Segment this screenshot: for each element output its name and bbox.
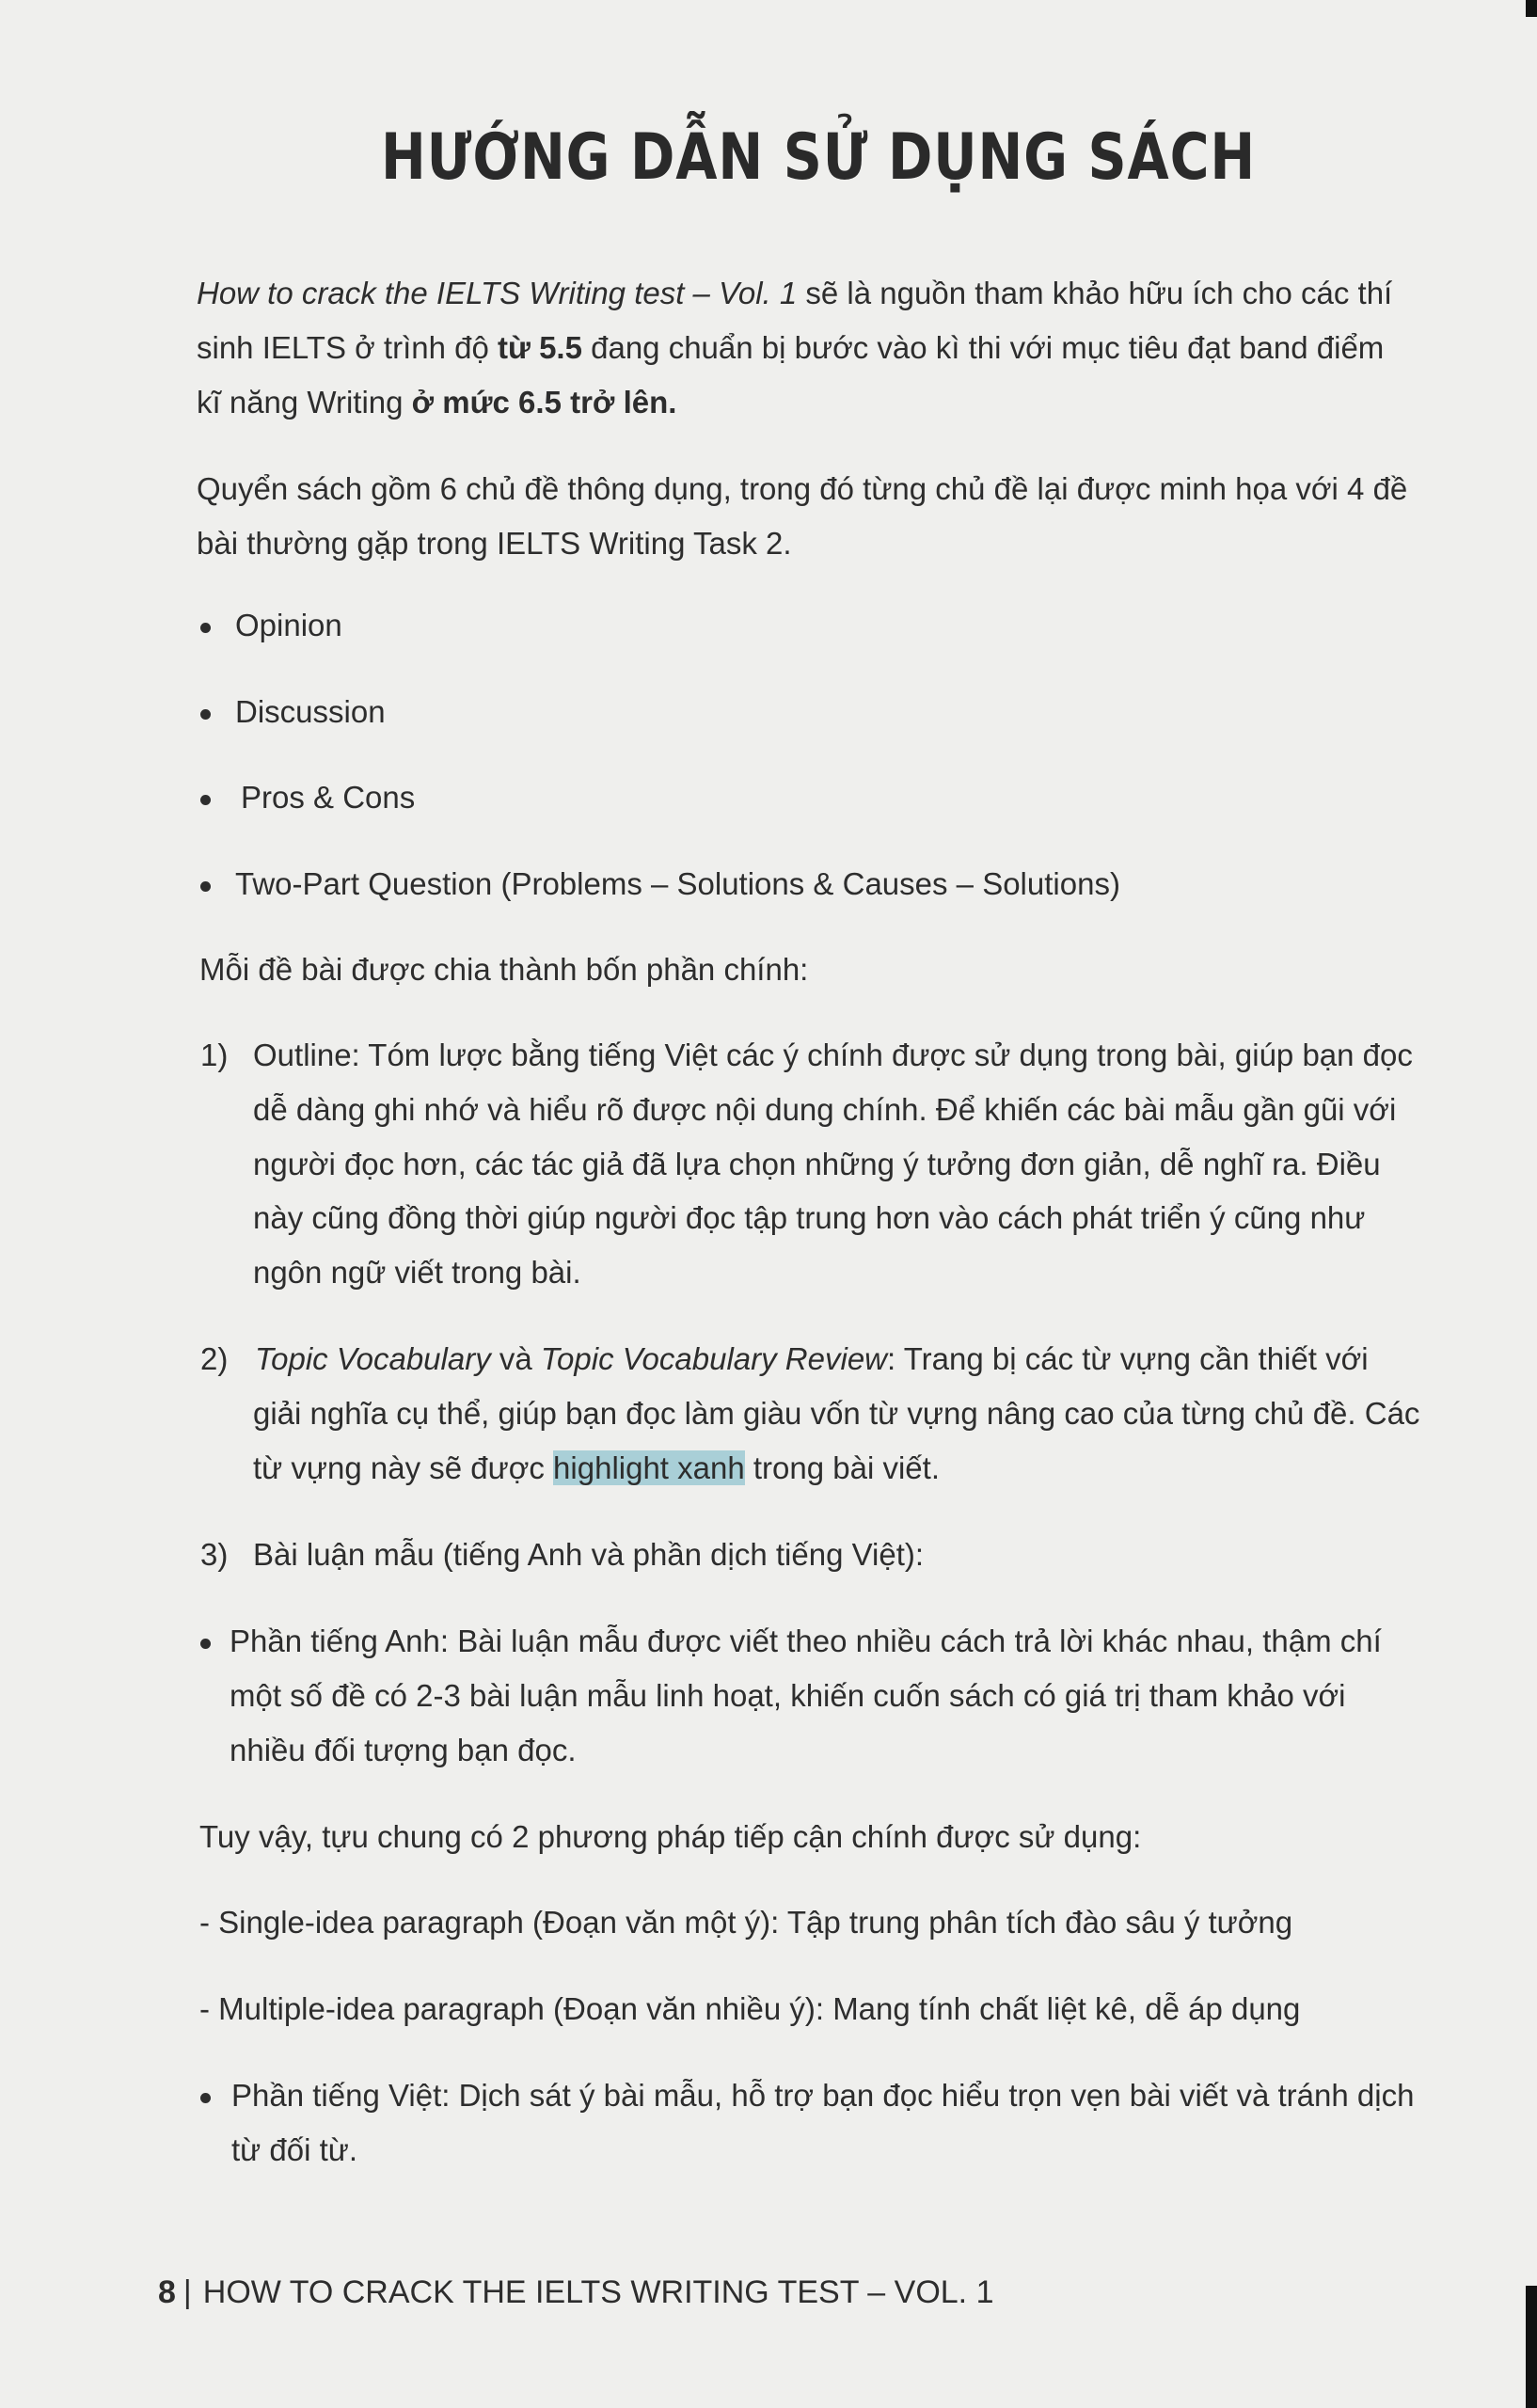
item-number: 1) bbox=[200, 1038, 229, 1072]
intro-line-3: kĩ năng Writing ở mức 6.5 trở lên. bbox=[197, 385, 677, 420]
scan-edge-mark bbox=[1526, 0, 1537, 17]
item1-line-3: người đọc hơn, các tác giả đã lựa chọn những ý tưởng đơn giản, dễ nghĩ ra. Điều bbox=[253, 1147, 1381, 1181]
item2-line-2: giải nghĩa cụ thể, giúp bạn đọc làm giàu vốn từ vựng nâng cao của từng chủ đề. Các bbox=[253, 1396, 1420, 1431]
para2-line-2: bài thường gặp trong IELTS Writing Task 2. bbox=[197, 526, 792, 561]
sections-intro: Mỗi đề bài được chia thành bốn phần chính: bbox=[199, 952, 809, 987]
item3-text: Bài luận mẫu (tiếng Anh và phần dịch tiếng Việt): bbox=[253, 1537, 925, 1572]
bullet-icon bbox=[200, 2093, 211, 2103]
para2-line-1: Quyển sách gồm 6 chủ đề thông dụng, trong đó từng chủ đề lại được minh họa với 4 đề bbox=[197, 471, 1408, 506]
approach-item: - Single-idea paragraph (Đoạn văn một ý): Tập trung phân tích đào sâu ý tưởng bbox=[199, 1905, 1293, 1940]
english-part-line-2: một số đề có 2-3 bài luận mẫu linh hoạt, khiến cuốn sách có giá trị tham khảo với bbox=[230, 1678, 1346, 1713]
item2-line-3: từ vựng này sẽ được highlight xanh trong bài viết. bbox=[253, 1450, 940, 1485]
english-part-line-3: nhiều đối tượng bạn đọc. bbox=[230, 1733, 577, 1767]
highlight-text: highlight xanh bbox=[553, 1450, 745, 1485]
item-number: 2) bbox=[200, 1341, 229, 1376]
task-type-item: Opinion bbox=[235, 608, 342, 642]
bullet-icon bbox=[200, 1639, 211, 1649]
intro-line-2: sinh IELTS ở trình độ từ 5.5 đang chuẩn bị bước vào kì thi với mục tiêu đạt band điểm bbox=[197, 330, 1385, 365]
footer-separator: | bbox=[182, 2274, 192, 2310]
item2-line-1: Topic Vocabulary và Topic Vocabulary Review: Trang bị các từ vựng cần thiết với bbox=[255, 1341, 1369, 1376]
viet-part-line-1: Phần tiếng Việt: Dịch sát ý bài mẫu, hỗ trợ bạn đọc hiểu trọn vẹn bài viết và tránh dịch bbox=[231, 2078, 1415, 2113]
intro-line-1: How to crack the IELTS Writing test – Vol. 1 sẽ là nguồn tham khảo hữu ích cho các thí bbox=[197, 276, 1393, 310]
bullet-icon bbox=[200, 881, 211, 892]
scan-edge-mark bbox=[1526, 2286, 1537, 2408]
task-type-item: Discussion bbox=[235, 694, 386, 729]
task-type-item: Two-Part Question (Problems – Solutions & Causes – Solutions) bbox=[235, 866, 1120, 901]
item-number: 3) bbox=[200, 1537, 229, 1572]
book-name-italic: How to crack the IELTS Writing test – Vol. 1 bbox=[197, 276, 798, 310]
footer-book-title: HOW TO CRACK THE IELTS WRITING TEST – VOL. 1 bbox=[202, 2274, 994, 2310]
page-number: 8 bbox=[158, 2274, 176, 2310]
item1-line-4: này cũng đồng thời giúp người đọc tập trung hơn vào cách phát triển ý cũng như bbox=[253, 1200, 1366, 1235]
task-type-item: Pros & Cons bbox=[241, 780, 416, 815]
item1-line-5: ngôn ngữ viết trong bài. bbox=[253, 1255, 581, 1290]
page-title: HƯỚNG DẪN SỬ DỤNG SÁCH bbox=[381, 120, 1256, 195]
bullet-icon bbox=[200, 623, 211, 633]
english-part-line-1: Phần tiếng Anh: Bài luận mẫu được viết theo nhiều cách trả lời khác nhau, thậm chí bbox=[230, 1624, 1382, 1658]
bullet-icon bbox=[200, 709, 211, 720]
page-footer bbox=[158, 2274, 994, 2311]
approaches-intro: Tuy vậy, tựu chung có 2 phương pháp tiếp cận chính được sử dụng: bbox=[199, 1819, 1142, 1854]
item1-line-1: Outline: Tóm lược bằng tiếng Việt các ý chính được sử dụng trong bài, giúp bạn đọc bbox=[253, 1038, 1413, 1072]
bullet-icon bbox=[200, 795, 211, 805]
item1-line-2: dễ dàng ghi nhớ và hiểu rõ được nội dung chính. Để khiến các bài mẫu gần gũi với bbox=[253, 1092, 1397, 1127]
approach-item: - Multiple-idea paragraph (Đoạn văn nhiều ý): Mang tính chất liệt kê, dễ áp dụng bbox=[199, 1991, 1301, 2026]
viet-part-line-2: từ đối từ. bbox=[231, 2132, 358, 2167]
